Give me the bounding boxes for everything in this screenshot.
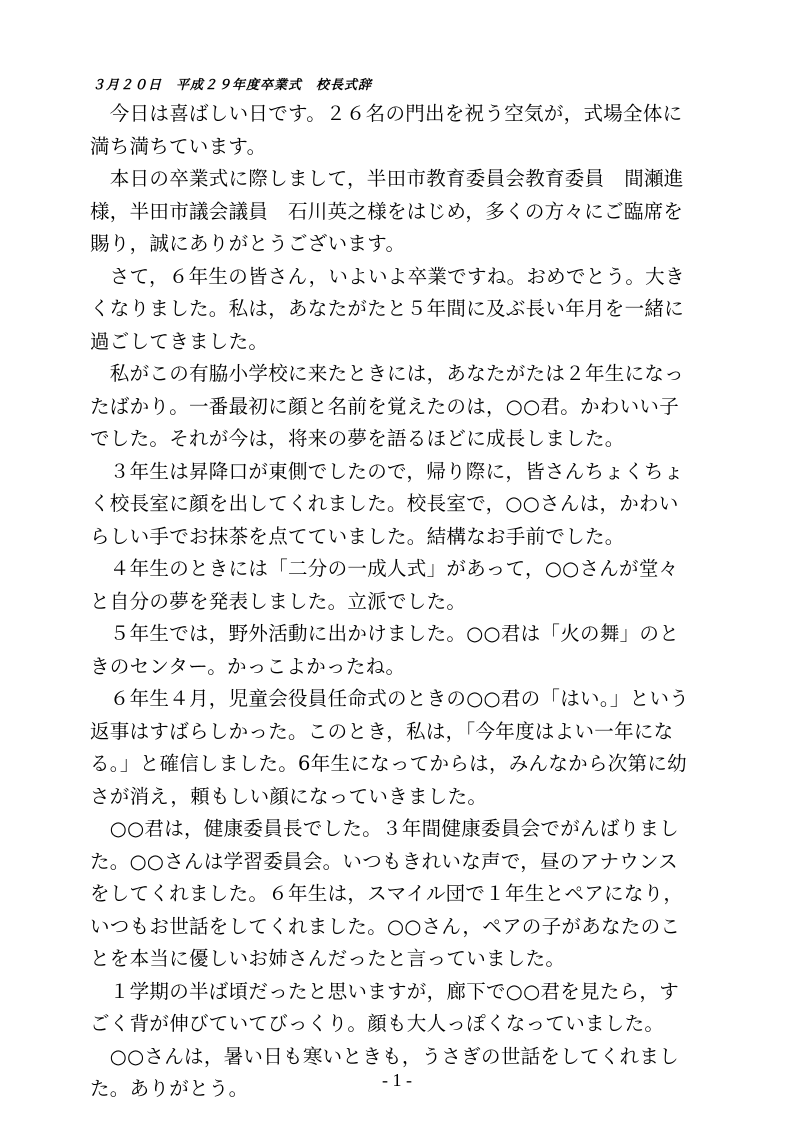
text-line: いつもお世話をしてくれました。○○さん，ペアの子があなたのこ bbox=[90, 914, 681, 938]
text-line: ○○君は，健康委員長でした。３年間健康委員会でがんばりまし bbox=[90, 817, 680, 840]
text-line: ごく背が伸びていてびっくり。顔も大人っぽくなっていました。 bbox=[90, 1012, 665, 1035]
text-line: たばかり。一番最初に顔と名前を覚えたのは，○○君。かわいい子 bbox=[90, 394, 680, 418]
text-line: ５年生では，野外活動に出かけました。○○君は「火の舞」のと bbox=[90, 622, 680, 645]
text-line: らしい手でお抹茶を点てていました。結構なお手前でした。 bbox=[90, 524, 625, 548]
text-line: く校長室に顔を出してくれました。校長室で，○○さんは，かわい bbox=[90, 492, 679, 515]
text-line: とを本当に優しいお姉さんだったと言っていました。 bbox=[90, 947, 566, 970]
text-line: でした。それが今は，将来の夢を語るほどに成長しました。 bbox=[90, 427, 625, 450]
text-line: 返事はすばらしかった。このとき，私は，「今年度はよい一年にな bbox=[90, 719, 674, 743]
text-line: ４年生のときには「二分の一成人式」があって，○○さんが堂々 bbox=[90, 557, 679, 580]
text-line: きのセンター。かっこよかったね。 bbox=[90, 654, 406, 678]
speech-body bbox=[90, 98, 706, 1106]
text-line: 様，半田市議会議員 石川英之様をはじめ，多くの方々にご臨席を bbox=[90, 199, 684, 223]
text-line: ○○さんは，暑い日も寒いときも，うさぎの世話をしてくれまし bbox=[90, 1044, 680, 1068]
text-line: た。○○さんは学習委員会。いつもきれいな声で，昼のアナウンス bbox=[90, 849, 679, 873]
text-line: 私がこの有脇小学校に来たときには，あなたがたは２年生になっ bbox=[90, 362, 685, 385]
text-line: ３年生は昇降口が東側でしたので，帰り際に，皆さんちょくちょ bbox=[90, 459, 684, 483]
text-line: 満ち満ちています。 bbox=[90, 134, 267, 158]
text-line: ６年生４月，児童会役員任命式のときの○○君の「はい。」という bbox=[90, 687, 690, 710]
page-number: - 1 - bbox=[382, 1070, 412, 1090]
text-line: 賜り，誠にありがとうございます。 bbox=[90, 232, 406, 255]
text-line: さが消え，頼もしい顔になっていきました。 bbox=[90, 784, 488, 808]
text-line: くなりました。私は，あなたがたと５年間に及ぶ長い年月を一緒に bbox=[90, 297, 685, 320]
text-line: １学期の半ば頃だったと思いますが，廊下で○○君を見たら，す bbox=[90, 979, 680, 1003]
text-line: 過ごしてきました。 bbox=[90, 329, 269, 353]
text-line: さて，６年生の皆さん，いよいよ卒業ですね。おめでとう。大き bbox=[90, 264, 685, 288]
text-line: た。ありがとう。 bbox=[90, 1077, 249, 1100]
document-header: ３月２０日 平成２９年度卒業式 校長式辞 bbox=[92, 78, 373, 93]
text-line: と自分の夢を発表しました。立派でした。 bbox=[90, 589, 467, 613]
text-line: をしてくれました。６年生は，スマイル団で１年生とペアになり， bbox=[90, 882, 684, 905]
text-line: 本日の卒業式に際しまして，半田市教育委員会教育委員 間瀬進 bbox=[90, 167, 684, 190]
text-line: る。」と確信しました。6年生になってからは，みんなから次第に幼 bbox=[90, 752, 687, 775]
text-line: 今日は喜ばしい日です。２６名の門出を祝う空気が，式場全体に bbox=[90, 102, 683, 125]
